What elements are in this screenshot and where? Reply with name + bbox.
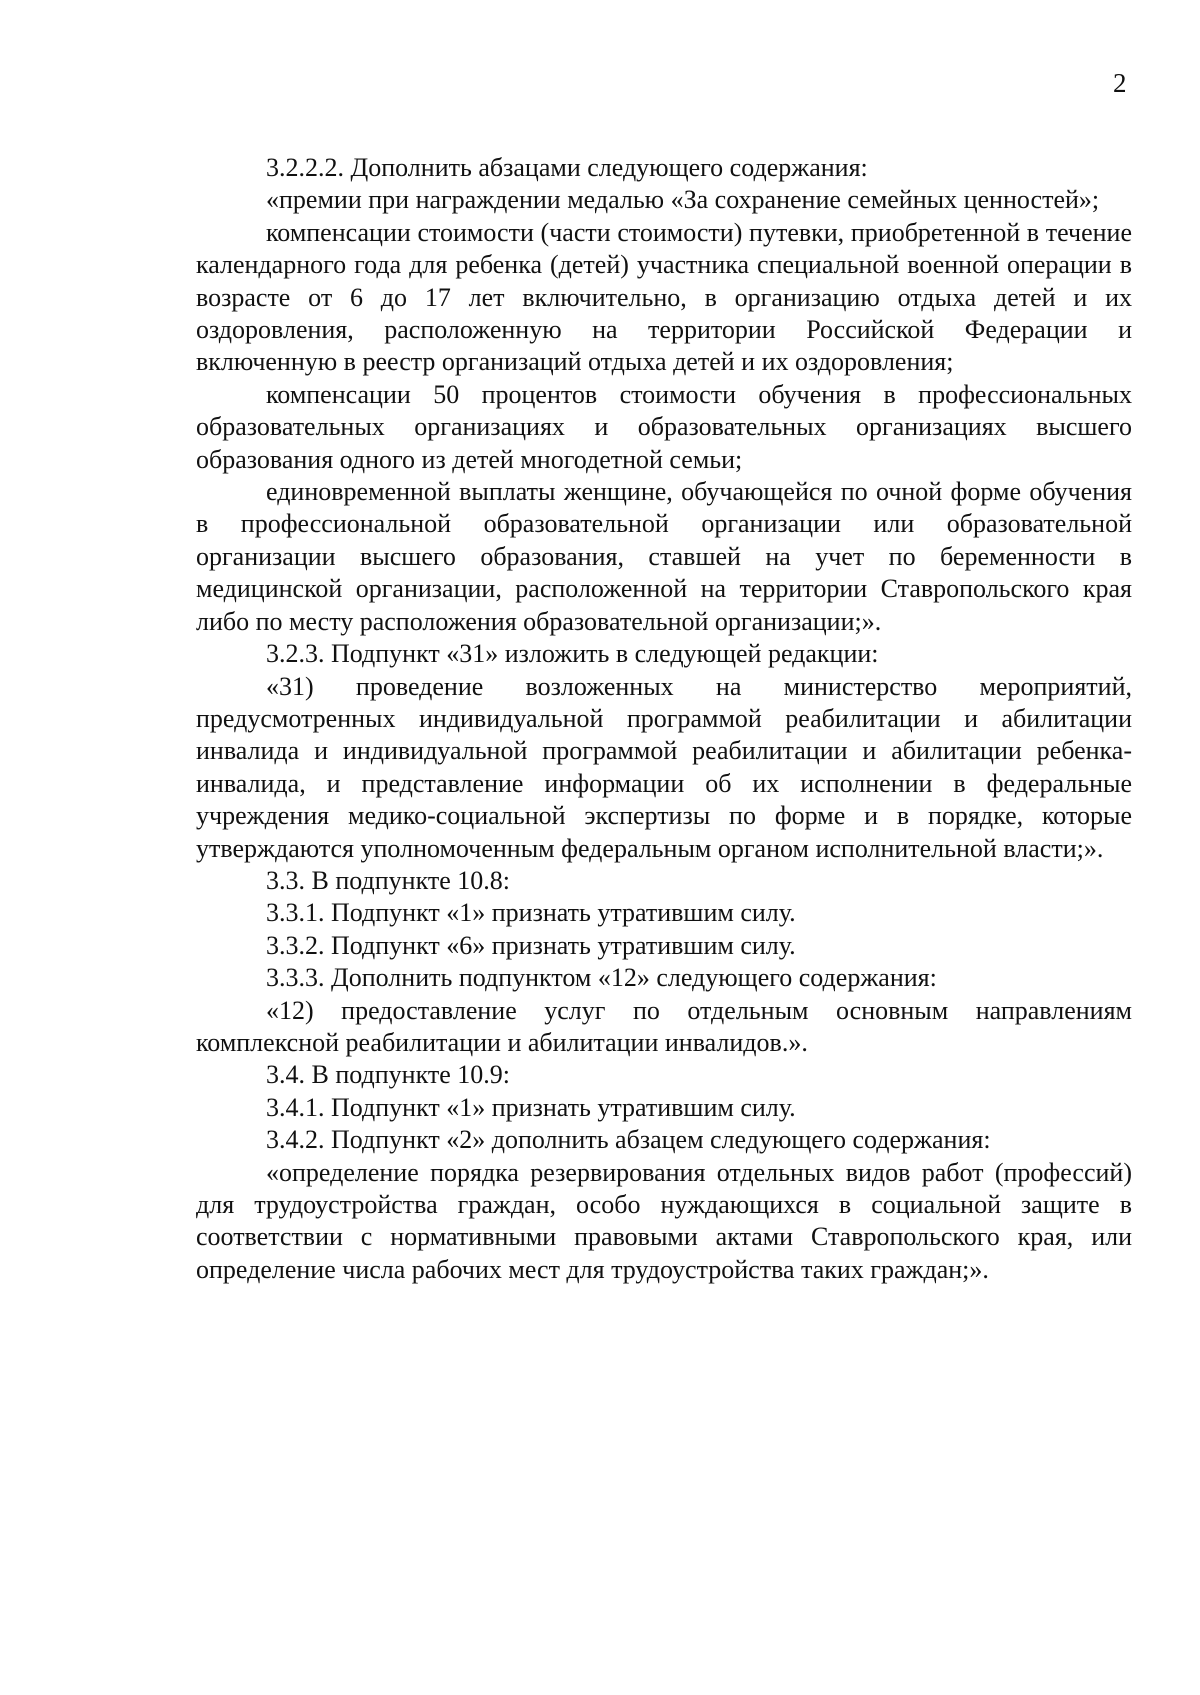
paragraph-3-3-2: 3.3.2. Подпункт «6» признать утратившим силу. — [266, 930, 796, 960]
paragraph-3-3-3: 3.3.3. Дополнить подпунктом «12» следующего содержания: — [266, 963, 937, 993]
paragraph-3-2-3: 3.2.3. Подпункт «31» изложить в следующей редакции: — [266, 639, 879, 669]
paragraph-3-4: 3.4. В подпункте 10.9: — [266, 1060, 510, 1090]
paragraph-3-4-2: 3.4.2. Подпункт «2» дополнить абзацем следующего содержания: — [266, 1125, 991, 1155]
paragraph-3-3-1: 3.3.1. Подпункт «1» признать утратившим силу. — [266, 898, 796, 928]
paragraph-3-2-2-2: 3.2.2.2. Дополнить абзацами следующего содержания: — [266, 153, 868, 182]
paragraph-subitem-31: «31) проведение возложенных на министерство мероприятий, предусмотренных индивидуальной программой реабилитации и абилитации инвалида и индивидуальной программой реабилитации и абилитации ребенка-инвалида, и представление информации об их исполнении в федеральные учреждения медико-социальной экспертизы по форме и в порядке, которые утверждаются уполномоченным федеральным органом исполнительной власти;». — [196, 671, 1132, 863]
paragraph-3-4-1: 3.4.1. Подпункт «1» признать утратившим силу. — [266, 1092, 796, 1122]
paragraph-job-reservation: «определение порядка резервирования отдельных видов работ (профессий) для трудоустройства граждан, особо нуждающихся в социальной защите в соответствии с нормативными правовыми актами Ставропольского края, или определение числа рабочих мест для трудоустройства таких граждан;». — [196, 1157, 1132, 1284]
paragraph-subitem-12: «12) предоставление услуг по отдельным основным направлениям комплексной реабилитации и абилитации инвалидов.». — [196, 995, 1132, 1057]
paragraph-voucher-compensation: компенсации стоимости (части стоимости) путевки, приобретенной в течение календарного года для ребенка (детей) участника специальной военной операции в возрасте от 6 до 17 лет включительно, в организацию отдыха детей и их оздоровления, расположенную на территории Российской Федерации и включенную в реестр организаций отдыха детей и их оздоровления; — [196, 217, 1132, 377]
paragraph-lump-sum-payment: единовременной выплаты женщине, обучающейся по очной форме обучения в профессиональной образовательной организации или образовательной организации высшего образования, ставшей на учет по беременности в медицинской организации, расположенной на территории Ставропольского края либо по месту расположения образовательной организации;». — [196, 477, 1132, 636]
paragraph-3-3: 3.3. В подпункте 10.8: — [266, 865, 510, 895]
document-body — [196, 152, 1132, 1286]
paragraph-tuition-compensation: компенсации 50 процентов стоимости обучения в профессиональных образовательных организациях и образовательных организациях высшего образования одного из детей многодетной семьи; — [196, 379, 1132, 474]
paragraph-medal-award: «премии при награждении медалью «За сохранение семейных ценностей»; — [266, 185, 1100, 215]
page-number: 2 — [1113, 68, 1127, 98]
